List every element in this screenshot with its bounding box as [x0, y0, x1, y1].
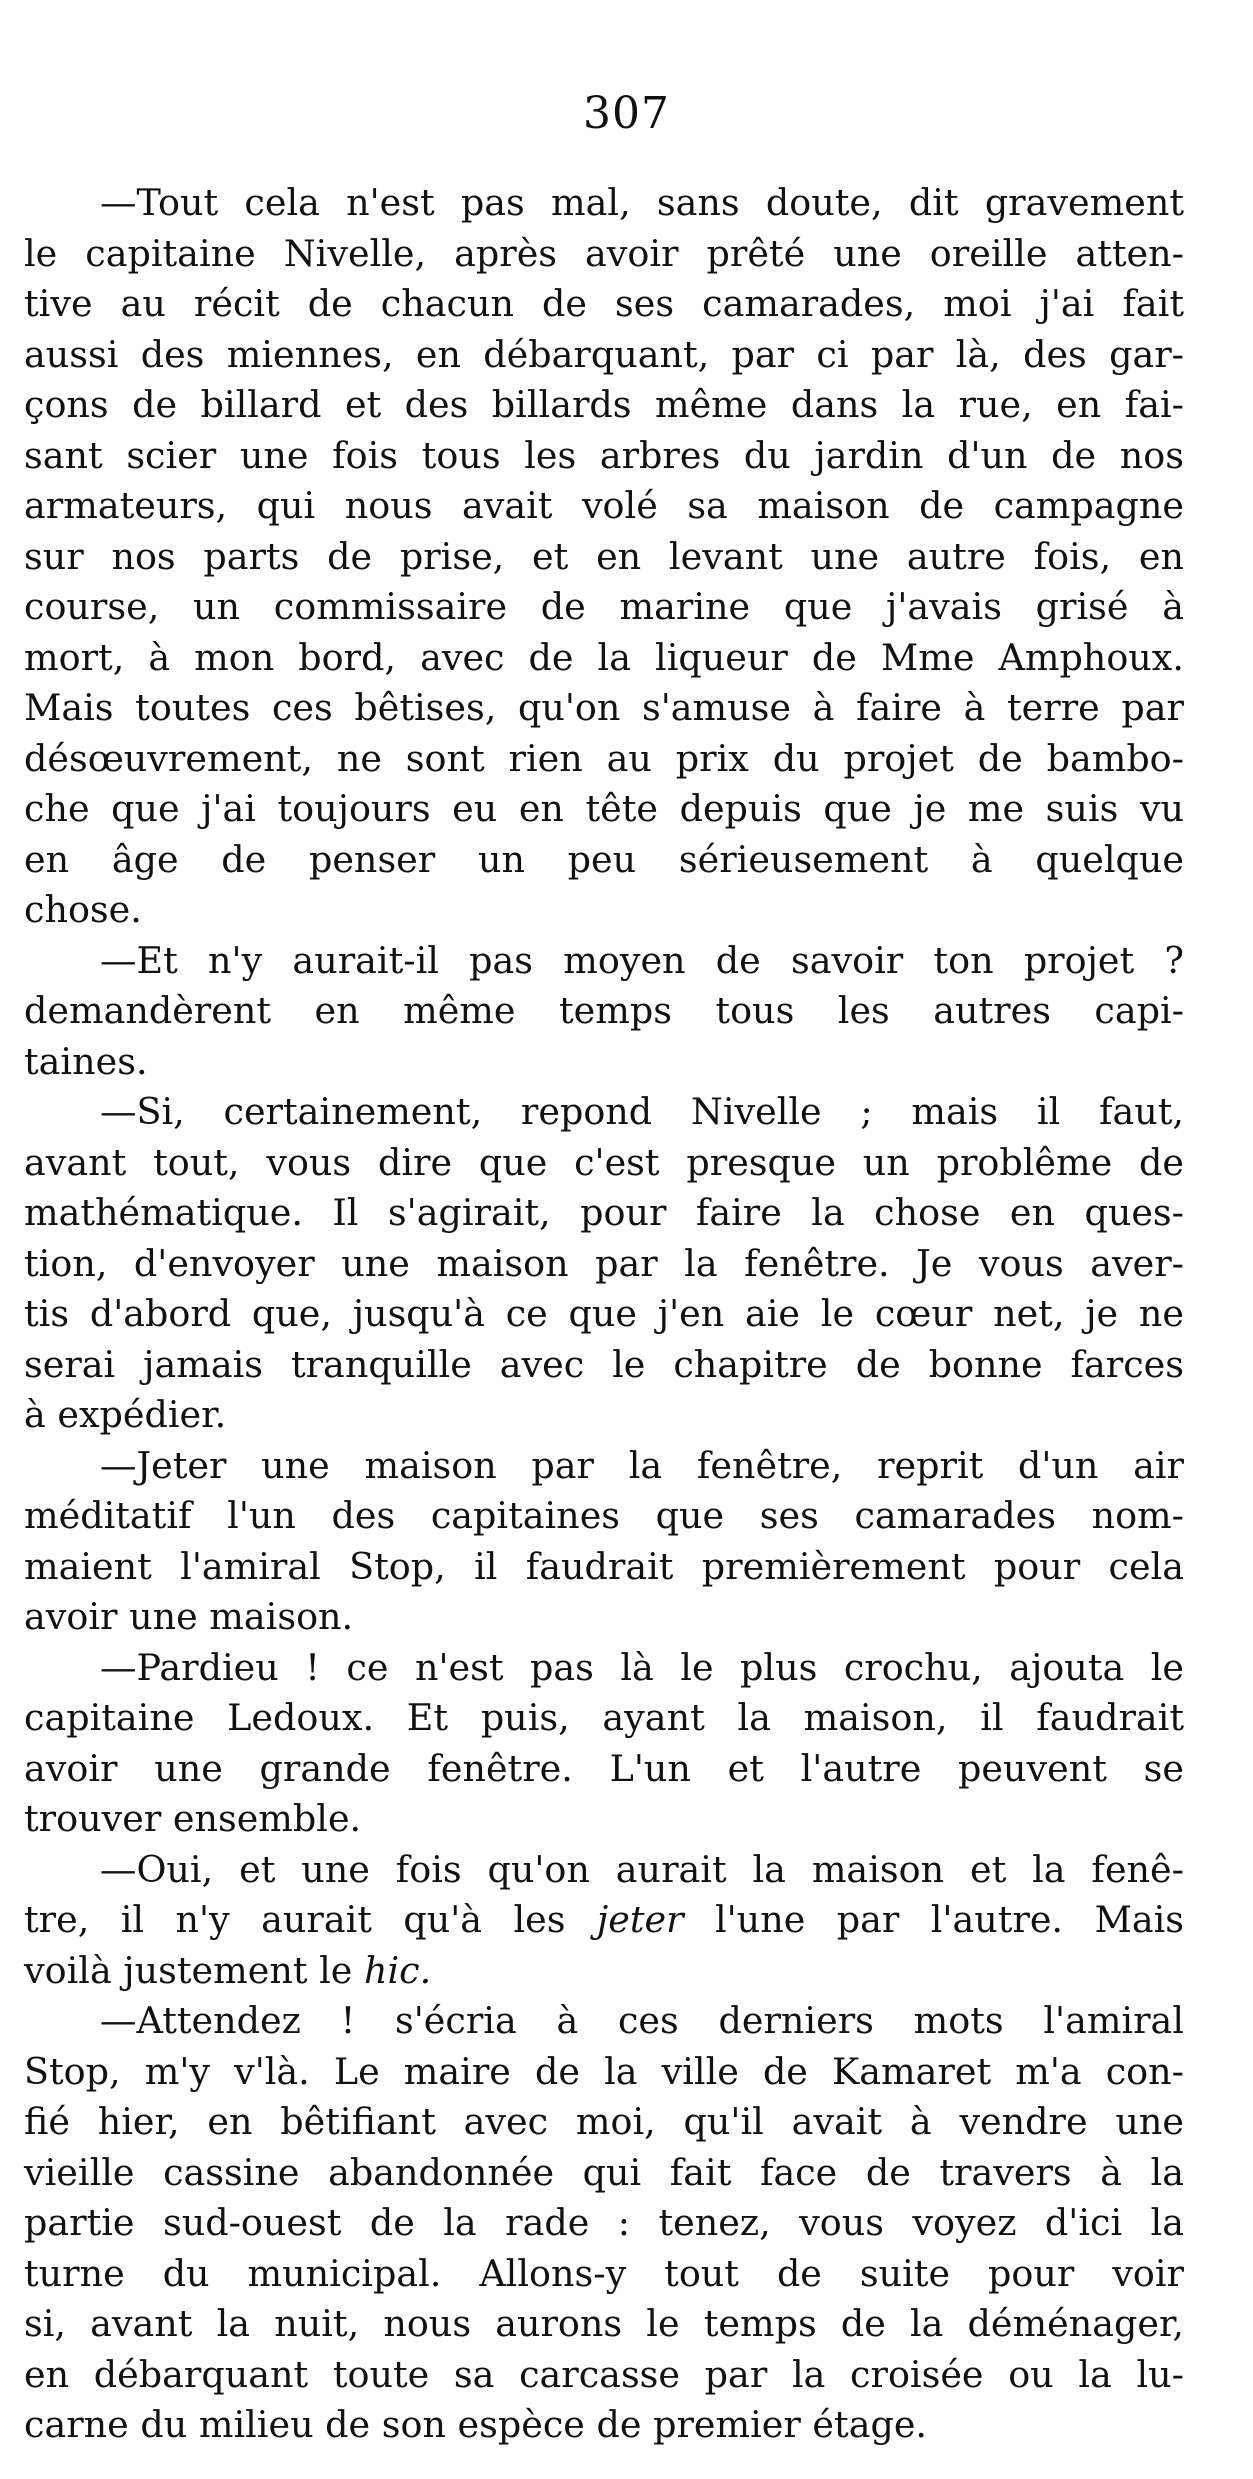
text-line: avant tout, vous dire que c'est presque un problême de	[24, 1140, 1184, 1184]
body-text	[24, 178, 1184, 2451]
text-line: capitaine Ledoux. Et puis, ayant la maison, il faudrait	[24, 1696, 1184, 1739]
italic-word: jeter	[596, 1898, 684, 1941]
text-line: mathématique. Il s'agirait, pour faire la chose en ques-	[24, 1191, 1184, 1234]
text-line: serai jamais tranquille avec le chapitre de bonne farces	[24, 1342, 1184, 1386]
text-line: —Oui, et une fois qu'on aurait la maison et la fenê-	[100, 1847, 1184, 1891]
text-line: —Tout cela n'est pas mal, sans doute, dit gravement	[100, 181, 1184, 224]
text-line: çons de billard et des billards même dans la rue, en fai-	[24, 383, 1184, 426]
text-line: désœuvrement, ne sont rien au prix du projet de bambo-	[24, 736, 1184, 780]
text-line: vieille cassine abandonnée qui fait face de travers à la	[24, 2150, 1184, 2194]
text-line: —Et n'y aurait-il pas moyen de savoir ton projet ?	[100, 938, 1184, 982]
text-line: à expédier.	[24, 1393, 227, 1436]
text-line: carne du milieu de son espèce de premier étage.	[24, 2403, 928, 2446]
text-line: partie sud-ouest de la rade : tenez, vous voyez d'ici la	[24, 2201, 1184, 2244]
text-line: turne du municipal. Allons-y tout de suite pour voir	[24, 2251, 1184, 2295]
page-number: 307	[583, 88, 670, 139]
text-line: sur nos parts de prise, et en levant une autre fois, en	[24, 534, 1184, 578]
text-line: taines.	[24, 1039, 148, 1083]
text-line: tre, il n'y aurait qu'à les jeter l'une par l'autre. Mais	[24, 1898, 1184, 1941]
text-line: —Si, certainement, repond Nivelle ; mais il faut,	[100, 1090, 1184, 1133]
text-line: mort, à mon bord, avec de la liqueur de Mme Amphoux.	[24, 635, 1184, 679]
text-line: le capitaine Nivelle, après avoir prêté une oreille atten-	[24, 231, 1184, 275]
text-line: chose.	[24, 888, 142, 931]
text-line: avoir une grande fenêtre. L'un et l'autre peuvent se	[24, 1746, 1184, 1790]
text-line: che que j'ai toujours eu en tête depuis que je me suis vu	[24, 787, 1184, 830]
text-line: Mais toutes ces bêtises, qu'on s'amuse à faire à terre par	[24, 686, 1184, 729]
text-line: demandèrent en même temps tous les autres capi-	[24, 989, 1184, 1032]
text-line: fié hier, en bêtifiant avec moi, qu'il avait à vendre une	[24, 2100, 1184, 2143]
text-line: course, un commissaire de marine que j'avais grisé à	[24, 585, 1184, 628]
text-line: si, avant la nuit, nous aurons le temps de la déménager,	[24, 2302, 1184, 2345]
text-line: en débarquant toute sa carcasse par la croisée ou la lu-	[24, 2352, 1184, 2396]
text-line: trouver ensemble.	[24, 1797, 362, 1840]
text-line: avoir une maison.	[24, 1595, 354, 1638]
text-line: sant scier une fois tous les arbres du jardin d'un de nos	[24, 433, 1184, 477]
text-line: —Pardieu ! ce n'est pas là le plus crochu, ajouta le	[100, 1645, 1184, 1689]
text-line: tive au récit de chacun de ses camarades, moi j'ai fait	[24, 282, 1184, 325]
italic-word: hic.	[364, 1948, 432, 1992]
text-line: en âge de penser un peu sérieusement à quelque	[24, 837, 1184, 881]
text-line: armateurs, qui nous avait volé sa maison de campagne	[24, 484, 1184, 527]
text-line: —Jeter une maison par la fenêtre, reprit d'un air	[100, 1443, 1184, 1487]
text-line: voilà justement le hic.	[24, 1948, 432, 1992]
text-line: Stop, m'y v'là. Le maire de la ville de Kamaret m'a con-	[24, 2049, 1184, 2093]
text-line: maient l'amiral Stop, il faudrait premièrement pour cela	[24, 1544, 1184, 1588]
text-line: —Attendez ! s'écria à ces derniers mots l'amiral	[100, 1999, 1184, 2042]
text-line: tion, d'envoyer une maison par la fenêtre. Je vous aver-	[24, 1241, 1184, 1285]
text-line: aussi des miennes, en débarquant, par ci par là, des gar-	[24, 332, 1184, 376]
text-line: tis d'abord que, jusqu'à ce que j'en aie le cœur net, je ne	[24, 1292, 1184, 1335]
text-line: méditatif l'un des capitaines que ses camarades nom-	[24, 1494, 1184, 1537]
